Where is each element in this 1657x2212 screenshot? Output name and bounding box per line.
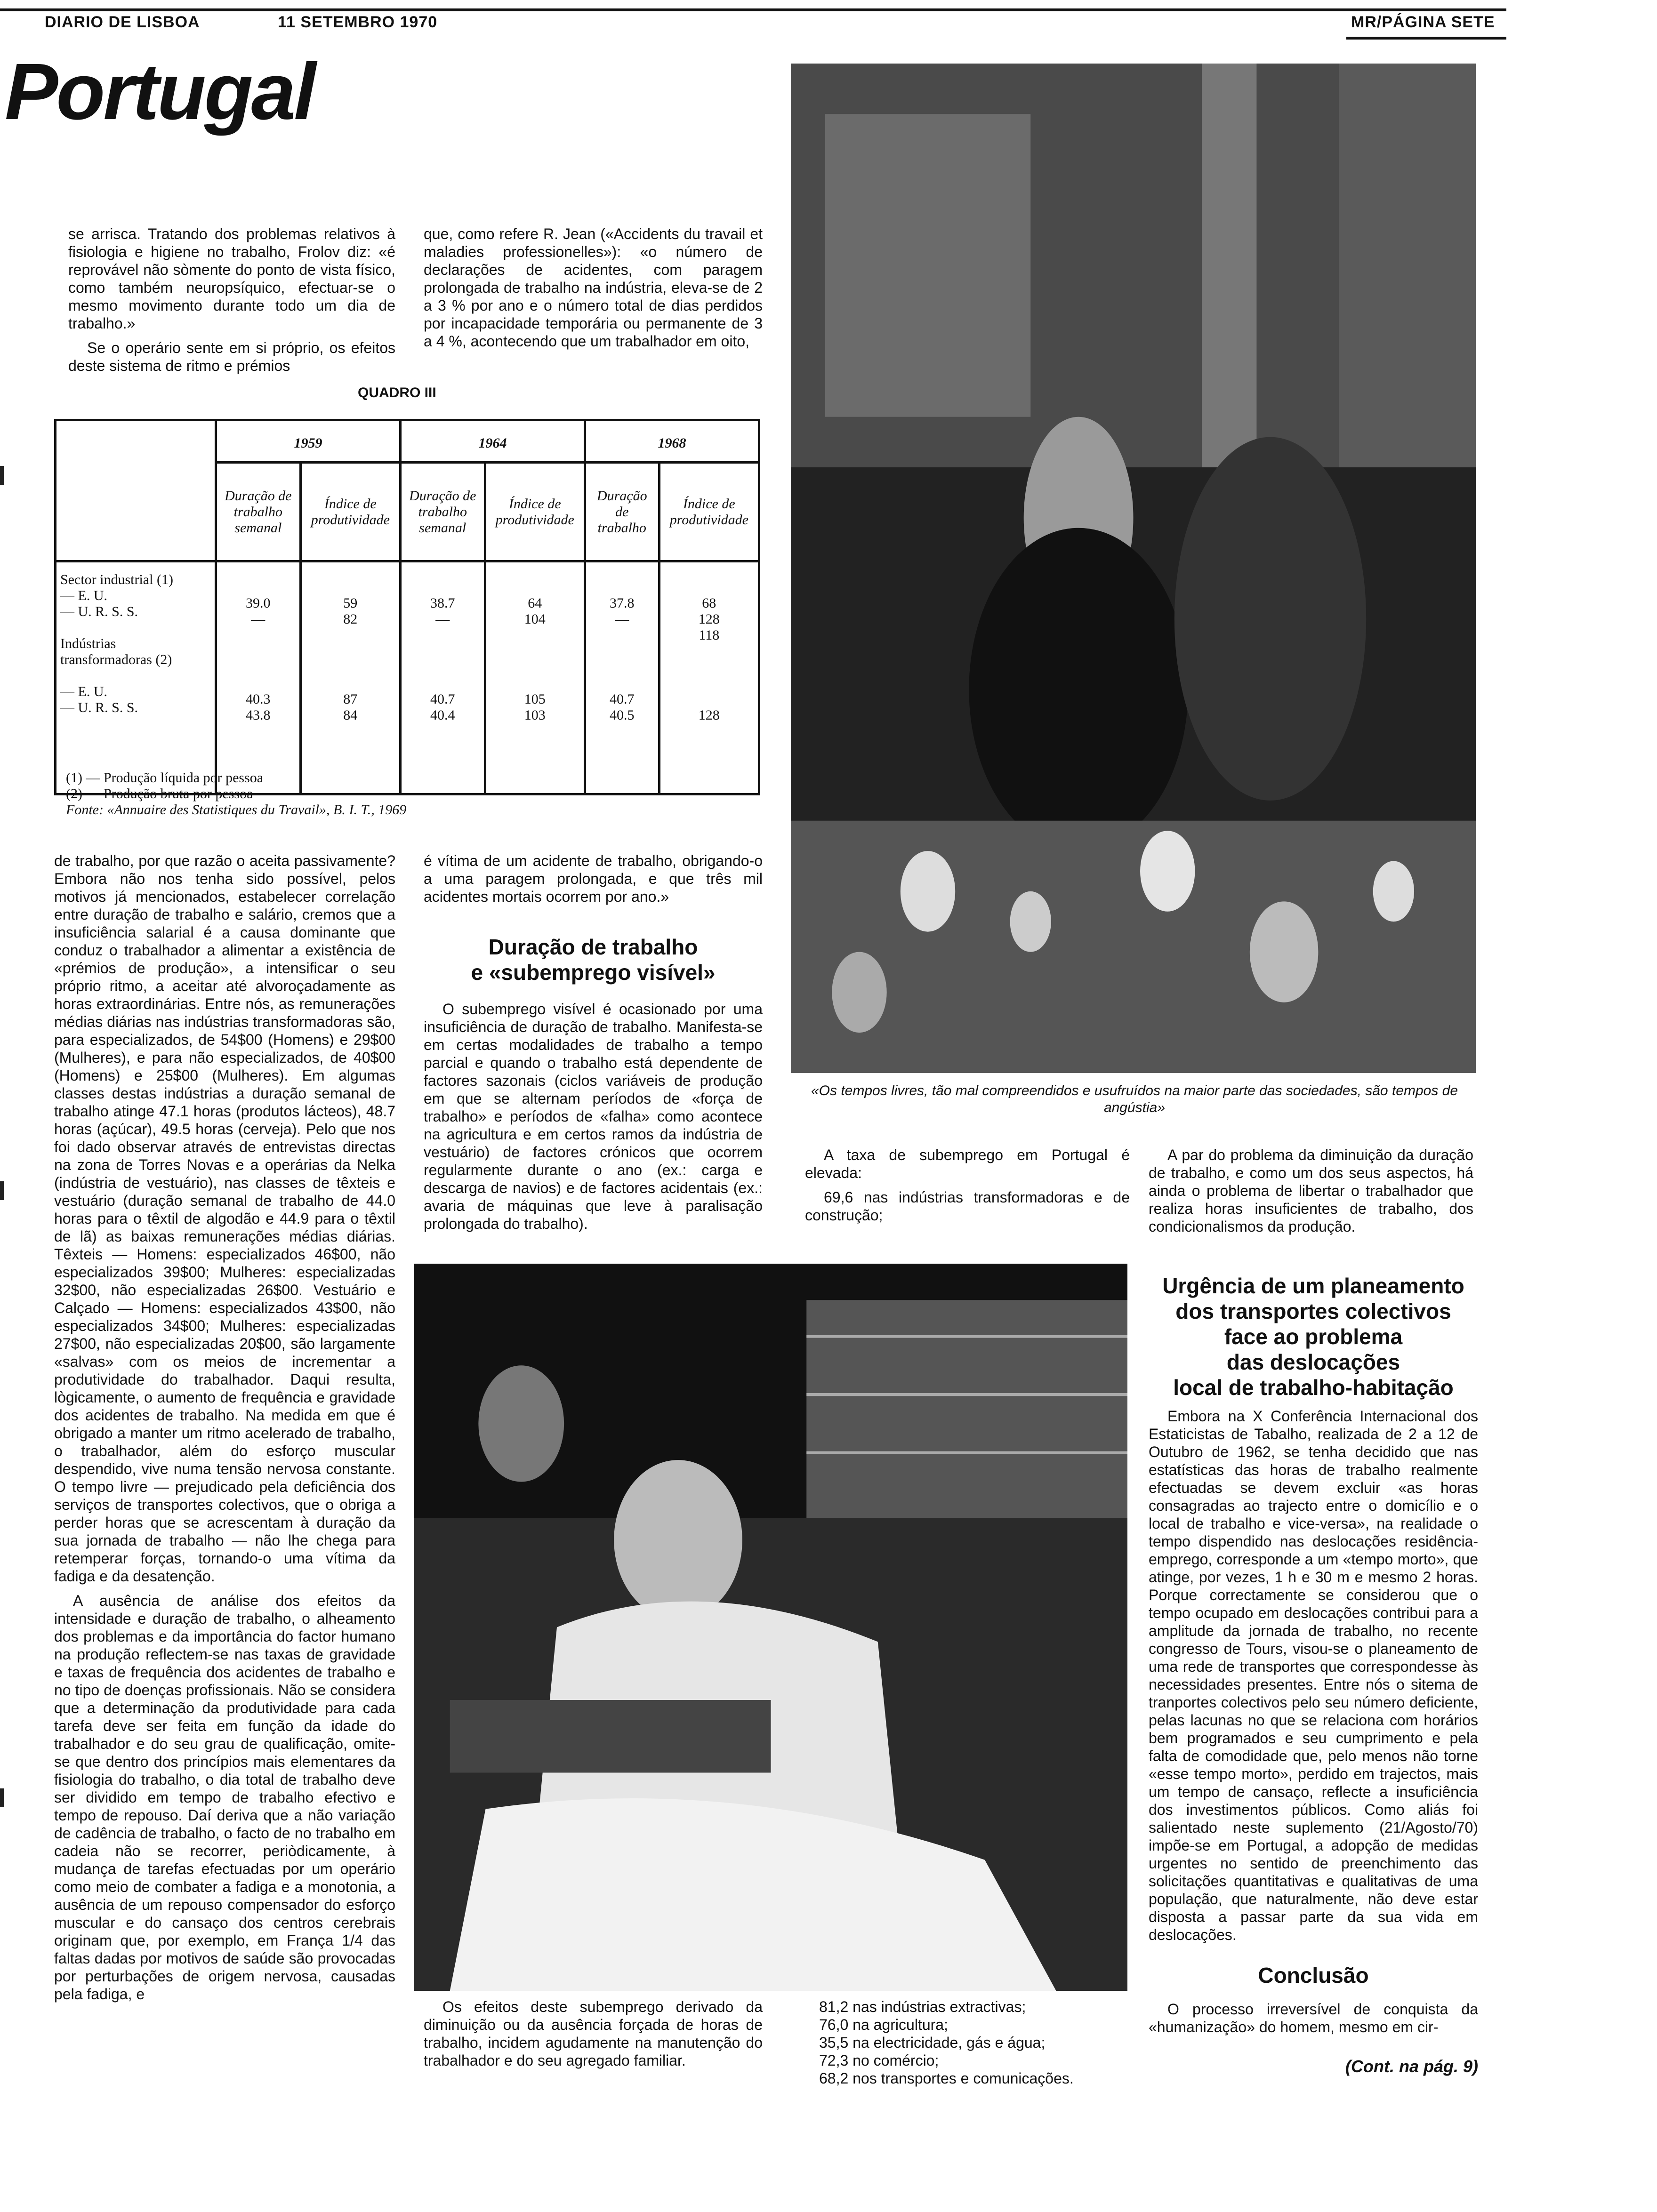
table-cell: 39.0 — 40.3 43.8	[216, 561, 301, 794]
article-column-left	[54, 852, 395, 2010]
year-header: 1968	[585, 420, 759, 463]
photo-factory	[414, 1264, 1127, 1991]
article-column-top-left	[68, 225, 395, 381]
newspaper-name: DIARIO DE LISBOA	[45, 13, 200, 31]
table-notes	[66, 770, 406, 818]
table-note: (2) — Produção bruta por pessoa	[66, 786, 253, 801]
column-header: Índice de produtividade	[300, 463, 400, 561]
top-rule	[0, 8, 1506, 11]
table-source: Fonte: «Annuaire des Statistiques du Travail», B. I. T., 1969	[66, 802, 407, 817]
data-table	[54, 419, 760, 795]
stat-line: 35,5 na electricidade, gás e água;	[819, 2034, 1046, 2051]
paragraph: é vítima de um acidente de trabalho, obrigando-o a uma paragem prolongada, e que três mil acidentes mortais ocorrem por ano.»	[424, 852, 763, 905]
table-cell: 59 82 87 84	[300, 561, 400, 794]
paragraph: que, como refere R. Jean («Accidents du travail et maladies professionelles»): «o número de declarações de acidentes, com paragem prolongada de trabalho na indústria, eleva-se de 2 a 3 % por ano e o número total de dias perdidos por incapacidade temporária ou permanente de 3 a 4 %, acontecendo que um trabalhador em oito,	[424, 225, 763, 350]
paragraph: de trabalho, por que razão o aceita passivamente? Embora não nos tenha sido possível, pelos motivos já mencionados, estabelecer correlação entre duração de trabalho e salário, cremos que a insuficiência salarial é a causa dominante que conduz o trabalhador a alimentar a existência de «prémios de produção», a intensificar o seu próprio ritmo, a aceitar até alvoroçadamente as horas extraordinárias. Entre nós, as remunerações médias diárias nas indústrias transformadoras são, para especializados, de 54$00 (Homens) e 29$00 (Mulheres), e para não especializados, de 40$00 (Homens) e 25$00 (Mulheres). Em algumas classes destas indústrias a duração semanal de trabalho atinge 47.1 horas (produtos lácteos), 48.7 horas (açúcar), 49.5 horas (cerveja). Pelo que nos foi dado observar através de entrevistas directas na zona de Torres Novas e a operárias da Nelka (indústria de vestuário), nas classes de têxteis e vestuário (duração semanal de trabalho de 44.0 horas para o têxtil de algodão e 44.9 para o têxtil de lã) as baixas remunerações médias diárias. Têxteis — Homens: especializados 46$00, não especializados 39$00; Mulheres: especializadas 32$00, não especializadas 26$00. Vestuário e Calçado — Homens: especializados 43$00, não especializados 34$00; Mulheres: especializadas 27$00, não especializadas 20$00, são largamente «salvas» com os meios de incrementar a produtividade do trabalhador. Daqui resulta, lògicamente, o aumento de frequência e gravidade dos acidentes de trabalho. Na medida em que é obrigado a manter um ritmo acelerado de trabalho, o trabalhador, além do esforço muscular despendido, vive numa tensão nervosa constante. O tempo livre — prejudicado pela deficiência dos serviços de transportes colectivos, que o obriga a perder horas que se acrescentam à duração da sua jornada de trabalho — não lhe chega para retemperar forças, tornando-o uma vítima da fadiga e da desatenção.	[54, 852, 395, 1585]
margin-mark	[0, 1788, 4, 1807]
table-cell: 64 104 105 103	[485, 561, 585, 794]
year-header: 1964	[400, 420, 585, 463]
photo-leisure	[791, 64, 1476, 1073]
paragraph: O processo irreversível de conquista da «humanização» do homem, mesmo em cir-	[1149, 2001, 1478, 2036]
photo-caption: «Os tempos livres, tão mal compreendidos e usufruídos na maior parte das sociedades, são tempos de angústia»	[811, 1083, 1458, 1115]
subheading: Urgência de um planeamento dos transportes colectivos face ao problema das deslocações local de trabalho-habitação	[1162, 1274, 1464, 1400]
issue-date: 11 SETEMBRO 1970	[278, 13, 438, 31]
article-column-middle	[424, 852, 763, 912]
paragraph: A taxa de subemprego em Portugal é elevada:	[805, 1146, 1130, 1181]
page-rule	[1346, 37, 1506, 40]
table-title: QUADRO III	[358, 385, 436, 401]
table-note: (1) — Produção líquida por pessoa	[66, 770, 264, 785]
table-cell: 37.8 — 40.7 40.5	[585, 561, 659, 794]
column-header: Duração de trabalho	[585, 463, 659, 561]
year-header: 1959	[216, 420, 401, 463]
paragraph: Se o operário sente em si próprio, os efeitos deste sistema de ritmo e prémios	[68, 339, 395, 374]
table-corner	[56, 420, 216, 561]
article-column-right-a	[805, 1146, 1130, 1231]
stat-line: 81,2 nas indústrias extractivas;	[819, 1998, 1026, 2015]
subheading: Duração de trabalho e «subemprego visível»	[471, 935, 716, 985]
column-header: Índice de produtividade	[485, 463, 585, 561]
table-cell: 68 128 118 128	[659, 561, 759, 794]
stat-line: 69,6 nas indústrias transformadoras e de construção;	[805, 1189, 1130, 1224]
stat-line: 68,2 nos transportes e comunicações.	[819, 2070, 1074, 2087]
row-labels: Sector industrial (1) — E. U. — U. R. S. S. Indústrias transformadoras (2) — E. U. — U. R. S. S.	[56, 561, 216, 794]
paragraph: A ausência de análise dos efeitos da intensidade e duração de trabalho, o alheamento dos problemas e da importância do factor humano na produção reflectem-se nas taxas de gravidade e taxas de frequência dos acidentes de trabalho e no tipo de doenças profissionais. Não se considera que a determinação da produtividade para cada tarefa deve ser feita em função da idade do trabalhador e do seu grau de qualificação, omite-se que dentro dos princípios mais elementares da fisiologia do trabalho, o dia total de trabalho deve ser dividido em tempo de trabalho efectivo e tempo de repouso. Daí deriva que a não variação de cadência de trabalho, o facto de no trabalho em cadeia não se recorrer, periòdicamente, à mudança de tarefas efectuadas por um operário como meio de combater a fadiga e a monotonia, a ausência de um repouso compensador do esforço muscular e do cansaço dos centros cerebrais originam que, por exemplo, em França 1/4 das faltas dadas por motivos de saúde são provocadas por perturbações de origem nervosa, causadas pela fadiga, e	[54, 1592, 395, 2003]
paragraph: se arrisca. Tratando dos problemas relativos à fisiologia e higiene no trabalho, Frolov diz: «é reprovável não sòmente do ponto de vista físico, como também neuropsíquico, efectuar-se o mesmo movimento durante todo um dia de trabalho.»	[68, 225, 395, 332]
article-column-top-right	[424, 225, 763, 357]
table-cell: 38.7 — 40.7 40.4	[400, 561, 485, 794]
page-number: MR/PÁGINA SETE	[1351, 13, 1495, 31]
article-column-far-right	[1149, 1407, 1478, 1950]
conclusion-text	[1149, 2000, 1478, 2043]
section-title: Portugal	[5, 47, 314, 136]
subheading: Conclusão	[1258, 1963, 1369, 1988]
continued-note: (Cont. na pág. 9)	[1345, 2057, 1478, 2076]
column-header: Duração de trabalho semanal	[216, 463, 301, 561]
article-column-bottom-middle	[424, 1998, 763, 2076]
paragraph: O subemprego visível é ocasionado por uma insuficiência de duração de trabalho. Manifesta-se em certas modalidades de trabalho a tempo parcial e quando o trabalho está dependente de factores sazonais (ciclos variáveis de produção em que se alternam períodos de «força de trabalho» e períodos de «falha» como acontece na agricultura e em certos ramos da indústria de vestuário) de factores crónicos que ocorrem regularmente durante o ano (ex.: carga e descarga de navios) e de factores acidentais (ex.: avaria de máquinas que leve à paralisação prolongada do trabalho).	[424, 1001, 763, 1232]
article-column-middle-2	[424, 1000, 763, 1239]
margin-mark	[0, 1181, 4, 1200]
column-header: Duração de trabalho semanal	[400, 463, 485, 561]
stat-line: 72,3 no comércio;	[819, 2052, 939, 2069]
paragraph: A par do problema da diminuição da duração de trabalho, e como um dos seus aspectos, há ainda o problema de libertar o trabalhador que realiza horas insuficientes de trabalho, dos condicionalismos da produção.	[1149, 1146, 1473, 1235]
paragraph: Embora na X Conferência Internacional dos Estaticistas de Tabalho, realizada de 2 a 12 de Outubro de 1962, se tenha decidido que nas estatísticas das horas de trabalho realmente efectuadas se devem excluir «as horas consagradas ao trajecto entre o domicílio e o local de trabalho e vice-versa», na realidade o tempo dispendido nas deslocações residência-emprego, corresponde a um «tempo morto», que atinge, por vezes, 1 h e 30 m e mesmo 2 horas. Porque correctamente se considerou que o tempo ocupado em deslocações contribui para a amplitude da jornada de trabalho, no recente congresso de Tours, visou-se o planeamento de uma rede de transportes que correspondesse às necessidades presentes. Entre nós o sitema de tranportes colectivos pelo seu número deficiente, pelas lacunas no que se relaciona com horários bem programados e seu cumprimento e pela falta de comodidade que, pelo menos não torne «esse tempo morto», perdido em trajectos, mais um tempo de cansaço, reflecte a insuficiência dos investimentos públicos. Como aliás foi salientado neste suplemento (21/Agosto/70) impõe-se em Portugal, a adopção de medidas urgentes no sentido de preenchimento das solicitações quantitativas e qualitativas de uma população, que naturalmente, não deve estar disposta a passar parte da sua vida em deslocações.	[1149, 1408, 1478, 1943]
column-header: Índice de produtividade	[659, 463, 759, 561]
stat-line: 76,0 na agricultura;	[819, 2016, 948, 2033]
paragraph: Os efeitos deste subemprego derivado da diminuição ou da ausência forçada de horas de trabalho, incidem agudamente na manutenção do trabalhador e do seu agregado familiar.	[424, 1998, 763, 2069]
article-column-right-b	[1149, 1146, 1473, 1242]
margin-mark	[0, 466, 4, 485]
stats-list	[819, 1998, 1144, 2087]
